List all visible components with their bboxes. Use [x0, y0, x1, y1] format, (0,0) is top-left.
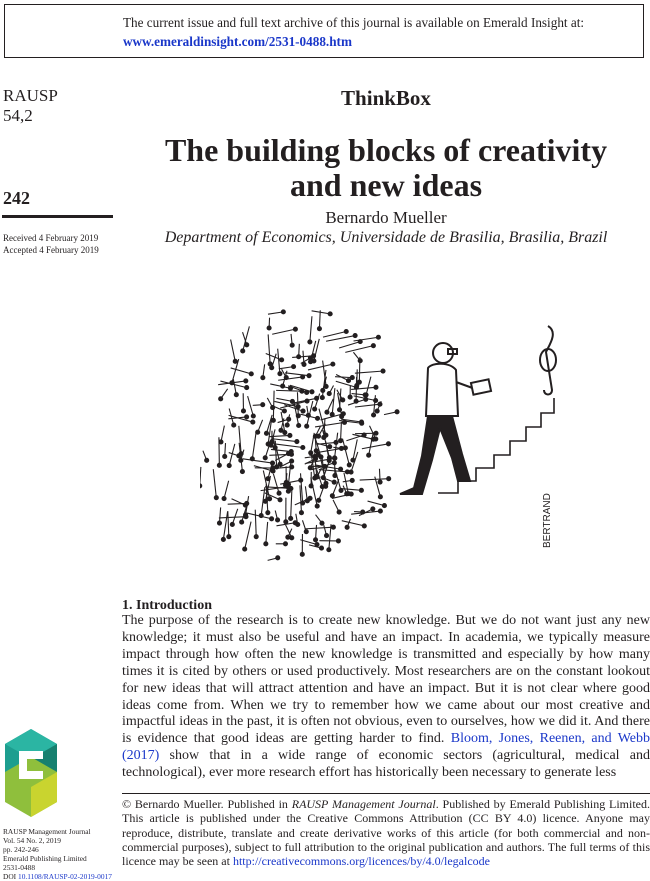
man-figure [400, 343, 491, 494]
publication-metadata [3, 827, 112, 881]
journal-title-italic: RAUSP Management Journal [291, 797, 436, 811]
article-dates [3, 232, 99, 256]
author-name: Bernardo Mueller [325, 208, 447, 227]
meta-line: 2531-0488 [3, 863, 36, 872]
accepted-date: Accepted 4 February 2019 [3, 245, 99, 255]
licence-link[interactable]: http://creativecommons.org/licences/by/4.0/legalcode [232, 854, 490, 869]
journal-name: RAUSP [3, 86, 58, 105]
treble-clef-icon [540, 326, 556, 395]
received-date: Received 4 February 2019 [3, 233, 99, 243]
title-line: and new ideas [289, 167, 483, 203]
title-line: The building blocks of creativity [164, 132, 608, 168]
idea-network-blocks [200, 310, 399, 561]
citation-link[interactable]: Bloom, Jones, Reenen, and Webb (2017) [122, 731, 650, 764]
page-number: 242 [3, 188, 30, 208]
footnote-text: . Published by Emerald Publishing Limited. This article is published under the Creative Commons Attribution (CC BY 4.0) licence. Anyone may reproduce, distribute, translate and create derivative works of this article (for both commercial and non-commercial purposes), subject to full attribution to the original publication and authors. The full terms of this licence may be seen at [122, 797, 650, 869]
meta-line: Emerald Publishing Limited [3, 854, 87, 863]
footnote-divider [122, 793, 650, 794]
meta-line: Vol. 54 No. 2, 2019 [3, 836, 61, 845]
cartoon-signature: BERTRAND [542, 493, 553, 548]
article-title [122, 133, 650, 203]
meta-line: RAUSP Management Journal [3, 827, 91, 836]
licence-footnote [122, 797, 650, 868]
access-banner [4, 4, 644, 58]
section-heading: 1. Introduction [122, 598, 212, 613]
margin-divider [2, 215, 113, 218]
cartoon-illustration [200, 298, 570, 563]
doi-label: DOI [3, 872, 17, 881]
journal-url-link[interactable]: www.emeraldinsight.com/2531-0488.htm [123, 34, 352, 49]
publisher-logo-icon [3, 727, 59, 817]
doi-link[interactable]: 10.1108/RAUSP-02-2019-0017 [18, 872, 112, 881]
author-affiliation: Department of Economics, Universidade de Brasilia, Brasilia, Brazil [164, 229, 608, 246]
journal-abbreviation [3, 86, 58, 126]
banner-text: The current issue and full text archive of this journal is available on Emerald Insight at: [123, 15, 585, 30]
body-paragraph [122, 613, 650, 782]
paragraph-text: show that in a wide range of economic sectors (agricultural, medical and technological), ever more research effort has historically been necessary to generate less [122, 748, 650, 781]
meta-line: pp. 242-246 [3, 845, 39, 854]
footnote-text: © Bernardo Mueller. Published in [122, 797, 288, 811]
section-label: ThinkBox [341, 86, 431, 110]
journal-volume: 54,2 [3, 106, 33, 125]
doi-line [3, 872, 112, 881]
paragraph-text: The purpose of the research is to create new knowledge. But we do not want just any new knowledge; it must also be useful and have an impact. In academia, we typically measure impact through how often the new knowledge is transmitted and especially by how many times it is cited by others or used productively. Most researchers are on the constant lookout for new ideas that will attract attention and have an impact. But it is not clear where good ideas come from. When we try to remember how we came about our most creative and impactful ideas in the past, it is often not obvious, even to ourselves, how we did it. And there is evidence that good ideas are getting harder to find. [122, 613, 650, 747]
